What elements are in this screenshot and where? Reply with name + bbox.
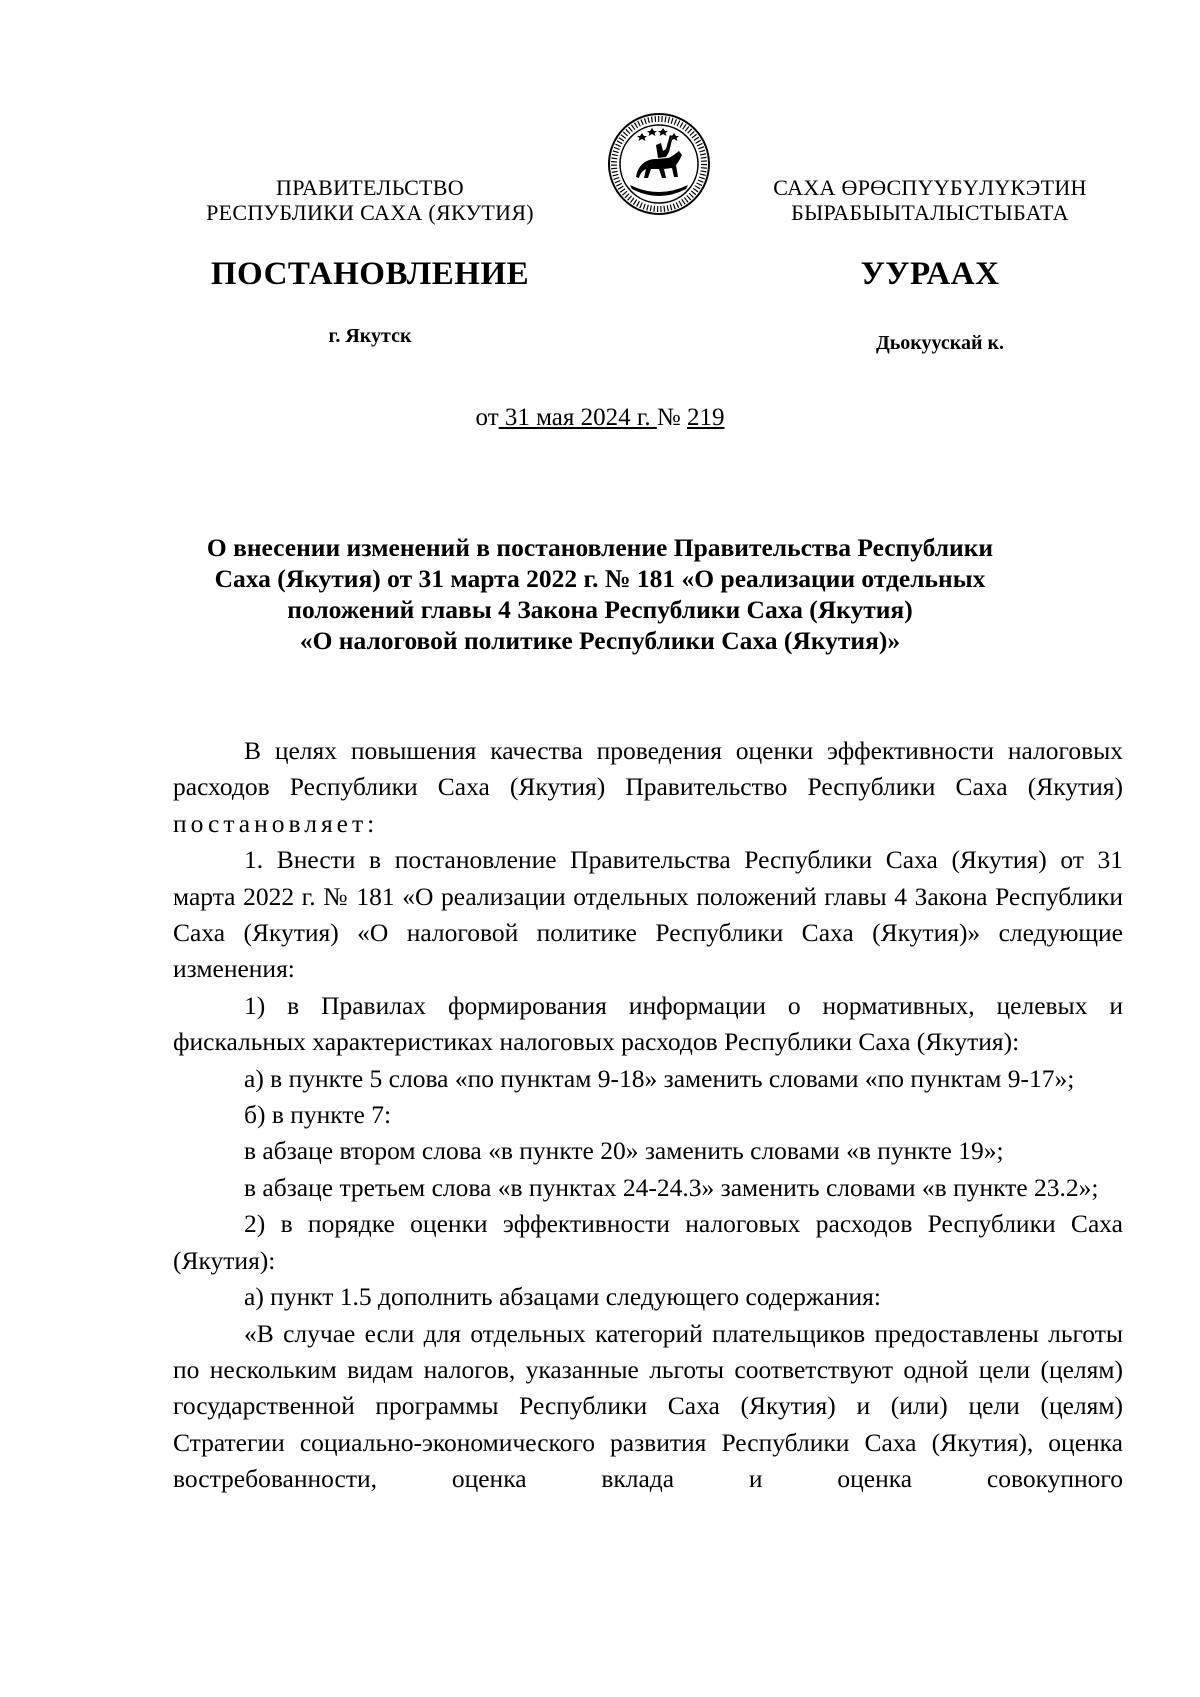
header-left	[180, 175, 560, 225]
title-line: О внесении изменений в постановление Правительства Республики	[206, 533, 994, 562]
emblem-icon	[606, 111, 712, 217]
title-line: положений главы 4 Закона Республики Саха (Якутия)	[287, 595, 913, 624]
doc-type-sah: УУРААХ	[860, 256, 1000, 292]
city-ru: г. Якутск	[328, 325, 412, 347]
document-number: 219	[686, 404, 725, 431]
preamble-paragraph	[173, 733, 1123, 842]
date-line	[0, 404, 1200, 432]
document-date: 31 мая 2024 г.	[498, 404, 657, 431]
title-line: Саха (Якутия) от 31 марта 2022 г. № 181 «О реализации отдельных	[214, 564, 986, 593]
paragraph: 1) в Правилах формирования информации о нормативных, целевых и фискальных характеристиках налоговых расходов Республики Саха (Якутия):	[173, 990, 1123, 1057]
government-label-ru: ПРАВИТЕЛЬСТВО	[276, 175, 464, 200]
republic-label-sah: САХА ӨРӨСПҮҮБҮЛҮКЭТИН	[773, 175, 1087, 200]
city-sah: Дьокуускай к.	[875, 332, 1005, 354]
paragraph: а) в пункте 5 слова «по пунктам 9-18» заменить словами «по пунктам 9-17»;	[244, 1063, 1075, 1093]
paragraph: а) пункт 1.5 дополнить абзацами следующего содержания:	[244, 1282, 881, 1312]
decree-word: постановляет:	[173, 808, 379, 838]
number-sign: №	[656, 404, 681, 431]
government-label-sah: БЫРАБЫЫТАЛЫСТЫБАТА	[791, 200, 1069, 225]
republic-label-ru: РЕСПУБЛИКИ САХА (ЯКУТИЯ)	[206, 200, 534, 225]
header-right	[745, 175, 1115, 225]
paragraph: «В случае если для отдельных категорий плательщиков предоставлены льготы по нескольким видам налогов, указанные льготы соответствуют одной цели (целям) государственной программы Республики Саха (Якутия) и (или) цели (целям) Стратегии социально-экономического развития Республики Саха (Якутия), оценка востребованности, оценка вклада и оценка совокупного	[173, 1318, 1123, 1494]
paragraph: 2) в порядке оценки эффективности налоговых расходов Республики Саха (Якутия):	[173, 1209, 1123, 1275]
date-prefix: от	[475, 404, 499, 431]
paragraph: б) в пункте 7:	[244, 1100, 392, 1130]
doc-type-ru: ПОСТАНОВЛЕНИЕ	[210, 256, 530, 292]
document-body	[173, 733, 1123, 1498]
paragraph: 1. Внести в постановление Правительства Республики Саха (Якутия) от 31 марта 2022 г. № 181 «О реализации отдельных положений главы 4 Закона Республики Саха (Якутия) «О налоговой политике Республики Саха (Якутия)» следующие изменения:	[173, 845, 1123, 984]
paragraph: в абзаце третьем слова «в пунктах 24-24.3» заменить словами «в пункте 23.2»;	[244, 1172, 1099, 1202]
paragraph: в абзаце втором слова «в пункте 20» заменить словами «в пункте 19»;	[244, 1136, 1004, 1166]
title-line: «О налоговой политике Республики Саха (Якутия)»	[299, 626, 901, 655]
document-title	[100, 532, 1100, 656]
preamble-text: В целях повышения качества проведения оценки эффективности налоговых расходов Республики Саха (Якутия) Правительство Республики Саха (Якутия)	[173, 736, 1123, 802]
